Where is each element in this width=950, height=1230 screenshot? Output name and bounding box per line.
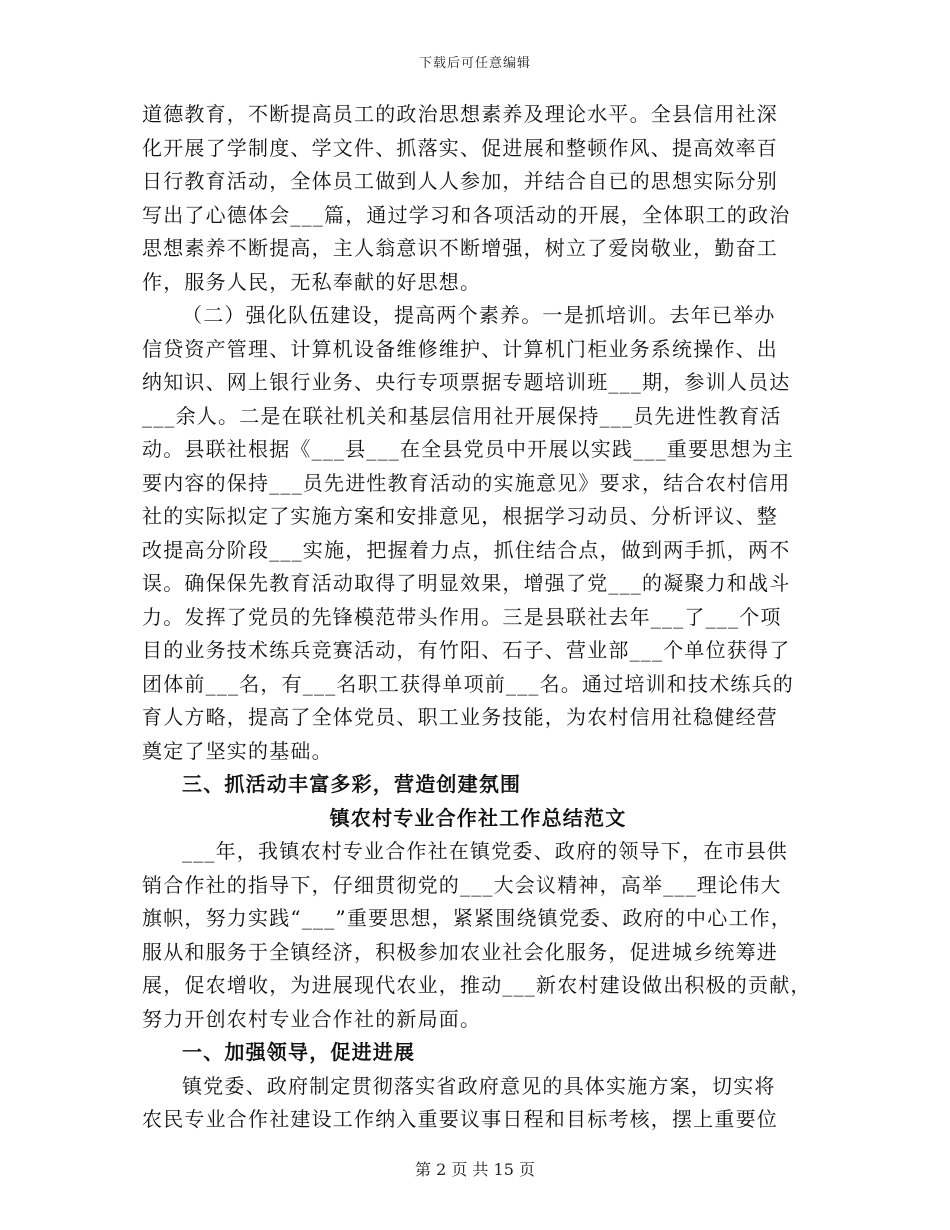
text-line: 努力开创农村专业合作社的新局面。 <box>142 1006 482 1031</box>
page-number-footer: 第 2 页 共 15 页 <box>415 1160 535 1179</box>
text-line: 社的实际拟定了实施方案和安排意见，根据学习动员、分析评议、整 <box>142 504 778 528</box>
text-line: 力。发挥了党员的先锋模范带头作用。三是县联社去年___了___个项 <box>142 604 782 629</box>
text-line: 销合作社的指导下，仔细贯彻党的___大会议精神，高举___理论伟大 <box>142 872 782 897</box>
document-body <box>142 98 814 1137</box>
text-line: 信贷资产管理、计算机设备维修维护、计算机门柜业务系统操作、出 <box>142 336 778 361</box>
text-line: 农民专业合作社建设工作纳入重要议事日程和目标考核，摆上重要位 <box>142 1107 778 1131</box>
text-line: 纳知识、网上银行业务、央行专项票据专题培训班___期，参训人员达 <box>142 370 791 394</box>
text-line: 动。县联社根据《___县___在全县党员中开展以实践___重要思想为主 <box>142 437 794 461</box>
text-line: 奠定了坚实的基础。 <box>142 738 333 763</box>
text-line: 化开展了学制度、学文件、抓落实、促进展和整顿作风、提高效率百 <box>142 135 778 160</box>
section-heading: 一、加强领导，促进进展 <box>182 1040 416 1064</box>
text-line: 服从和服务于全镇经济，积极参加农业社会化服务，促进城乡统筹进 <box>142 939 778 964</box>
section-heading: 三、抓活动丰富多彩，营造创建氛围 <box>182 772 522 796</box>
text-line: 日行教育活动，全体员工做到人人参加，并结合自已的思想实际分别 <box>142 169 778 193</box>
text-line: 团体前___名，有___名职工获得单项前___名。通过培训和技术练兵的 <box>142 671 794 696</box>
text-line: 要内容的保持___员先进性教育活动的实施意见》要求，结合农村信用 <box>142 470 791 495</box>
page-header: 下载后可任意编辑 <box>418 56 531 71</box>
text-line: 作，服务人民，无私奉献的好思想。 <box>142 269 482 294</box>
text-line: 道德教育，不断提高员工的政治思想素养及理论水平。全县信用社深 <box>142 102 778 126</box>
article-title: 镇农村专业合作社工作总结范文 <box>329 805 627 830</box>
text-line: 误。确保保先教育活动取得了明显效果，增强了党___的凝聚力和战斗 <box>142 571 791 595</box>
text-line: ___余人。二是在联社机关和基层信用社开展保持___员先进性教育活 <box>142 403 782 428</box>
text-line: 育人方略，提高了全体党员、职工业务技能，为农村信用社稳健经营 <box>142 705 778 729</box>
text-line: 写出了心德体会___篇，通过学习和各项活动的开展，全体职工的政治 <box>142 202 791 227</box>
text-line: 镇党委、政府制定贯彻落实省政府意见的具体实施方案，切实将 <box>182 1073 776 1098</box>
text-line: 改提高分阶段___实施，把握着力点，抓住结合点，做到两手抓，两不 <box>142 537 791 562</box>
text-line: ___年，我镇农村专业合作社在镇党委、政府的领导下，在市县供 <box>182 839 788 863</box>
text-line: 展，促农增收，为进展现代农业，推动___新农村建设做出积极的贡献， <box>142 973 812 997</box>
text-line: （二）强化队伍建设，提高两个素养。一是抓培训。去年已举办 <box>182 303 776 327</box>
text-line: 思想素养不断提高，主人翁意识不断增强，树立了爱岗敬业，勤奋工 <box>142 236 778 260</box>
text-line: 目的业务技术练兵竞赛活动，有竹阳、石子、营业部___个单位获得了 <box>142 638 791 662</box>
text-line: 旗帜，努力实践“___”重要思想，紧紧围绕镇党委、政府的中心工作， <box>142 906 793 930</box>
